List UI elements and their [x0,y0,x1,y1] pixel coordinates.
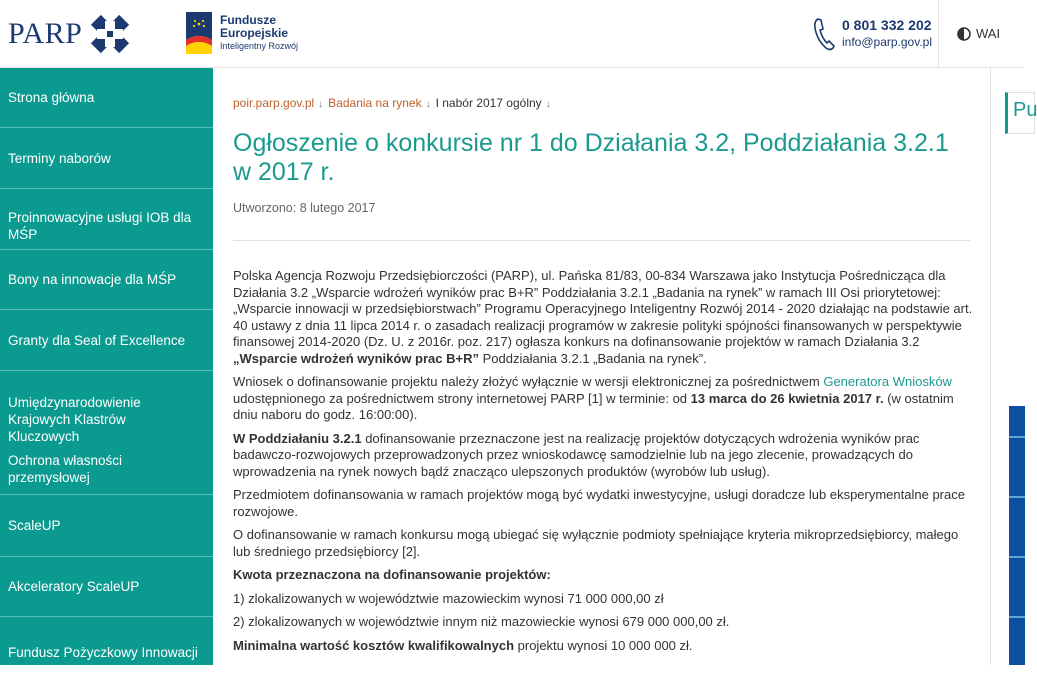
sidebar-item-fundusz-pozyczkowy[interactable] [0,617,213,677]
breadcrumb [233,96,556,110]
sidebar-item-label: Terminy naborów [8,150,111,166]
right-panel-label: Pu [1013,99,1037,121]
article-paragraph [233,567,973,584]
sidebar-item-label: Fundusz Pożyczkowy Innowacji [8,644,198,660]
created-date: Utworzono: 8 lutego 2017 [233,201,376,215]
generator-wnioskow-link[interactable]: Generatora Wniosków [823,374,952,389]
contact-phone-link[interactable]: 0 801 332 202 [842,17,932,33]
fe-logo-line2: Europejskie [220,25,289,40]
contact-info [812,16,932,52]
article-paragraph: O dofinansowanie w ramach konkursu mogą ubiegać się wyłącznie podmioty spełniające kryteria mikroprzedsiębiorcy, małego lub średniego przedsiębiorcy [2]. [233,527,959,559]
sidebar-item-proinnowacyjne-uslugi[interactable] [0,189,213,250]
sidebar-item-label: Proinnowacyjne usługi IOB dla MŚP [8,210,192,242]
breadcrumb-link-home[interactable]: poir.parp.gov.pl [233,96,315,110]
sidebar-item-ochrona-wlasnosci[interactable] [0,449,213,495]
sidebar-item-scaleup[interactable] [0,495,213,557]
sidebar-item-label: Strona główna [8,90,95,105]
paragraph-bold: Minimalna wartość kosztów kwalifikowalnych [233,637,515,653]
article-paragraph [233,268,973,367]
banner-stripe [1009,556,1025,558]
sidebar-item-akceleratory-scaleup[interactable] [0,557,213,617]
fe-logo-line3: Inteligentny Rozwój [220,40,299,51]
paragraph-text: (w ostatnim dniu naboru do godz. 16:00:00). [233,390,954,422]
header-separator [938,0,939,68]
phone-icon [812,16,836,52]
page-title: Ogłoszenie o konkursie nr 1 do Działania 3.2, Poddziałania 3.2.1 w 2017 r. [233,129,949,186]
paragraph-text: Polska Agencja Rozwoju Przedsiębiorczości (PARP), ul. Pańska 81/83, 00-834 Warszawa jako Instytucja Pośrednicząca dla Działania 3.2 „Wsparcie wdrożeń wyników prac B+R” Poddziałania 3.2.1 „Badania na rynek” w ramach III Osi priorytetowej: „Wsparcie innowacji w przedsiębiorstwach” Programu Operacyjnego Inteligentny Rozwój 2014 - 2020 działając na podstawie art. 40 ustawy z dnia 11 lipca 2014 r. o zasadach realizacji programów w zakresie polityki spójności finansowanych w perspektywie finansowej 2014-2020 (Dz. U. z 2016r. poz. 217) ogłasza konkurs na dofinansowanie projektów w ramach Działania 3.2 [233,268,973,349]
arrow-down-icon: ↓ [318,99,324,110]
paragraph-text: projektu wynosi 10 000 000 zł. [514,637,693,653]
wai-contrast-button[interactable] [957,26,1000,41]
article-paragraph [233,638,973,655]
breadcrumb-current: I nabór 2017 ogólny [435,96,542,110]
paragraph-bold: W Poddziałaniu 3.2.1 [233,430,362,446]
banner-stripe [1009,436,1025,438]
contrast-icon [957,27,971,41]
sidebar-item-granty-seal-of-excellence[interactable] [0,310,213,371]
article-paragraph: 1) zlokalizowanych w województwie mazowieckim wynosi 71 000 000,00 zł [233,590,664,606]
fe-logo-line1: Fundusze [220,12,276,27]
article-paragraph: Przedmiotem dofinansowania w ramach projektów mogą być wydatki inwestycyjne, usługi doradcze lub eksperymentalne prace rozwojowe. [233,487,965,519]
article-paragraph [233,431,973,481]
paragraph-bold: 13 marca do 26 kwietnia 2017 r. [690,390,884,406]
title-divider [233,240,970,241]
right-panel-header[interactable] [1005,92,1035,134]
sidebar-item-label: Ochrona własności przemysłowej [8,452,123,485]
parp-logo-icon [88,12,132,56]
contact-email-link[interactable]: info@parp.gov.pl [842,35,933,49]
promo-banner-image[interactable] [1009,406,1025,665]
sidebar-nav [0,68,213,665]
sidebar-item-label: Umiędzynarodowienie Krajowych Klastrów Kluczowych [8,394,141,444]
paragraph-text: Poddziałania 3.2.1 „Badania na rynek”. [478,350,707,366]
paragraph-text: Wniosek o dofinansowanie projektu należy złożyć wyłącznie w wersji elektronicznej za pośrednictwem [233,374,824,389]
paragraph-text: dofinansowanie przeznaczone jest na realizację projektów dotyczących wdrożenia wyników prac badawczo-rozwojowych przeprowadzonych przez wnioskodawcę samodzielnie lub na jego zlecenie, prowadzących do wprowadzenia na rynek nowych bądź znacząco ulepszonych produktów (wyrobów lub usług). [233,430,920,479]
sidebar-item-terminy-naborow[interactable] [0,128,213,189]
banner-stripe [1009,616,1025,618]
site-header [0,0,1024,68]
paragraph-text: udostępnionego za pośrednictwem strony internetowej PARP [1] w terminie: od [233,390,691,406]
sidebar-item-bony-na-innowacje[interactable] [0,250,213,310]
sidebar-item-umiedzynarodowienie[interactable] [0,371,213,449]
arrow-down-icon: ↓ [425,99,431,110]
breadcrumb-link-badania[interactable]: Badania na rynek [328,96,422,110]
sidebar-item-label: ScaleUP [8,518,61,533]
article-paragraph: 2) zlokalizowanych w województwie innym niż mazowieckie wynosi 679 000 000,00 zł. [233,614,730,629]
paragraph-bold: „Wsparcie wdrożeń wyników prac B+R” [233,350,479,366]
paragraph-bold: Kwota przeznaczona na dofinansowanie projektów: [233,567,551,582]
arrow-down-icon: ↓ [545,99,551,110]
eu-funds-flag-icon [186,12,212,54]
right-sidebar [990,68,1037,665]
sidebar-item-label: Bony na innowacje dla MŚP [8,272,177,287]
sidebar-item-strona-glowna[interactable] [0,68,213,128]
sidebar-item-label: Granty dla Seal of Excellence [8,332,186,348]
article-paragraph [233,374,973,424]
banner-stripe [1009,496,1025,498]
article-body [233,268,973,661]
sidebar-item-label: Akceleratory ScaleUP [8,579,140,594]
fundusze-europejskie-logo[interactable] [186,12,298,54]
wai-label: WAI [976,26,1001,41]
parp-logo[interactable] [8,12,132,56]
parp-logo-text: PARP [8,17,83,50]
